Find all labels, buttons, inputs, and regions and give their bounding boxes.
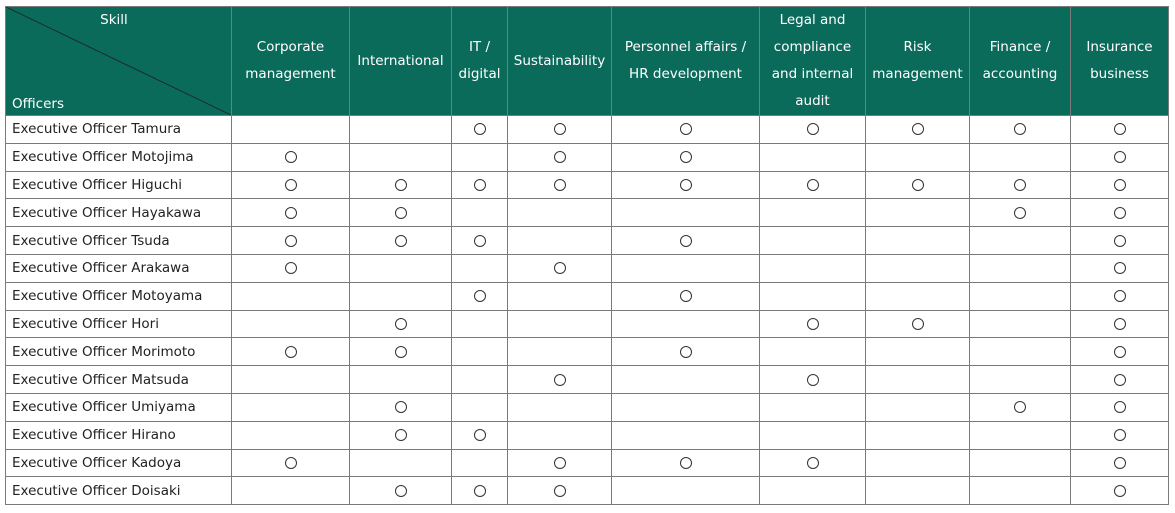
skill-cell	[970, 199, 1071, 227]
circle-mark-icon	[912, 123, 924, 135]
skill-cell	[612, 254, 760, 282]
skill-cell	[612, 310, 760, 338]
table-body	[6, 116, 1169, 505]
skill-cell	[350, 338, 452, 366]
skill-cell	[508, 393, 612, 421]
skill-cell	[866, 282, 970, 310]
skill-column-header	[612, 7, 760, 116]
header-row	[6, 7, 1169, 116]
skill-cell	[452, 143, 508, 171]
officer-name: Executive Officer Umiyama	[6, 393, 232, 421]
skill-cell	[970, 393, 1071, 421]
circle-mark-icon	[474, 235, 486, 247]
corner-header-cell	[6, 7, 232, 116]
circle-mark-icon	[395, 346, 407, 358]
table-row	[6, 393, 1169, 421]
skill-cell	[350, 421, 452, 449]
table-row	[6, 449, 1169, 477]
circle-mark-icon	[912, 318, 924, 330]
skill-cell	[508, 282, 612, 310]
circle-mark-icon	[474, 429, 486, 441]
skill-cell	[612, 199, 760, 227]
skill-header-line: IT /	[468, 39, 491, 55]
officer-name: Executive Officer Matsuda	[6, 366, 232, 394]
skill-cell	[452, 116, 508, 144]
officer-name: Executive Officer Morimoto	[6, 338, 232, 366]
skill-cell	[866, 116, 970, 144]
circle-mark-icon	[395, 207, 407, 219]
table-header	[6, 7, 1169, 116]
skill-cell	[760, 393, 866, 421]
skill-cell	[350, 254, 452, 282]
circle-mark-icon	[395, 429, 407, 441]
skill-cell	[866, 421, 970, 449]
skill-cell	[760, 338, 866, 366]
circle-mark-icon	[1114, 457, 1126, 469]
circle-mark-icon	[554, 374, 566, 386]
skill-cell	[508, 171, 612, 199]
skill-cell	[612, 421, 760, 449]
skill-cell	[350, 310, 452, 338]
skill-cell	[970, 421, 1071, 449]
skill-cell	[866, 338, 970, 366]
skill-cell	[232, 449, 350, 477]
skill-cell	[232, 199, 350, 227]
circle-mark-icon	[1114, 346, 1126, 358]
skill-cell	[508, 310, 612, 338]
skill-cell	[452, 338, 508, 366]
skill-cell	[612, 227, 760, 255]
skill-cell	[1071, 477, 1169, 505]
skill-cell	[866, 143, 970, 171]
skill-cell	[866, 171, 970, 199]
skill-cell	[350, 477, 452, 505]
skill-cell	[508, 143, 612, 171]
officer-name: Executive Officer Hori	[6, 310, 232, 338]
circle-mark-icon	[554, 485, 566, 497]
skill-column-header	[452, 7, 508, 116]
skill-cell	[350, 199, 452, 227]
skill-cell	[760, 449, 866, 477]
skill-column-header	[350, 7, 452, 116]
circle-mark-icon	[554, 151, 566, 163]
circle-mark-icon	[1014, 179, 1026, 191]
skill-cell	[612, 477, 760, 505]
table-row	[6, 143, 1169, 171]
circle-mark-icon	[395, 485, 407, 497]
circle-mark-icon	[1014, 123, 1026, 135]
skill-cell	[970, 310, 1071, 338]
skill-cell	[866, 310, 970, 338]
table-row	[6, 310, 1169, 338]
circle-mark-icon	[395, 401, 407, 413]
skill-column-header	[508, 7, 612, 116]
table-row	[6, 366, 1169, 394]
skills-matrix-table	[5, 6, 1169, 505]
skill-column-header	[970, 7, 1071, 116]
circle-mark-icon	[680, 457, 692, 469]
skill-cell	[612, 143, 760, 171]
circle-mark-icon	[285, 179, 297, 191]
circle-mark-icon	[285, 235, 297, 247]
circle-mark-icon	[807, 179, 819, 191]
skill-cell	[350, 393, 452, 421]
skill-cell	[760, 310, 866, 338]
skill-cell	[350, 227, 452, 255]
skill-cell	[508, 116, 612, 144]
circle-mark-icon	[680, 346, 692, 358]
skill-cell	[866, 254, 970, 282]
table-row	[6, 116, 1169, 144]
skill-cell	[232, 116, 350, 144]
skill-cell	[1071, 421, 1169, 449]
skill-cell	[760, 282, 866, 310]
skill-cell	[508, 227, 612, 255]
skill-cell	[452, 254, 508, 282]
skill-cell	[866, 227, 970, 255]
circle-mark-icon	[474, 123, 486, 135]
circle-mark-icon	[1114, 290, 1126, 302]
skill-header-line: business	[1090, 66, 1149, 82]
circle-mark-icon	[285, 151, 297, 163]
skill-cell	[452, 171, 508, 199]
skill-cell	[232, 421, 350, 449]
skill-cell	[970, 366, 1071, 394]
skill-cell	[760, 254, 866, 282]
circle-mark-icon	[1114, 151, 1126, 163]
skill-column-header	[760, 7, 866, 116]
skill-cell	[970, 477, 1071, 505]
circle-mark-icon	[680, 179, 692, 191]
circle-mark-icon	[1114, 485, 1126, 497]
table-row	[6, 171, 1169, 199]
skill-column-header	[1071, 7, 1169, 116]
skill-cell	[970, 171, 1071, 199]
circle-mark-icon	[680, 123, 692, 135]
circle-mark-icon	[1114, 262, 1126, 274]
skill-cell	[612, 449, 760, 477]
skill-cell	[612, 338, 760, 366]
table-row	[6, 227, 1169, 255]
officer-name: Executive Officer Higuchi	[6, 171, 232, 199]
officer-name: Executive Officer Motojima	[6, 143, 232, 171]
table-row	[6, 254, 1169, 282]
skill-cell	[612, 171, 760, 199]
circle-mark-icon	[554, 123, 566, 135]
skill-cell	[1071, 310, 1169, 338]
officer-name: Executive Officer Motoyama	[6, 282, 232, 310]
skill-cell	[1071, 449, 1169, 477]
skill-cell	[866, 199, 970, 227]
skill-cell	[232, 338, 350, 366]
skill-cell	[452, 421, 508, 449]
skill-column-header	[866, 7, 970, 116]
circle-mark-icon	[680, 151, 692, 163]
skill-header-line: and internal	[771, 66, 854, 82]
skill-cell	[760, 143, 866, 171]
skill-header-line: management	[245, 66, 336, 82]
circle-mark-icon	[912, 179, 924, 191]
skill-cell	[970, 227, 1071, 255]
skill-cell	[612, 116, 760, 144]
circle-mark-icon	[807, 374, 819, 386]
skill-cell	[612, 366, 760, 394]
skill-header-line: HR development	[629, 66, 742, 82]
skill-cell	[232, 282, 350, 310]
circle-mark-icon	[395, 179, 407, 191]
skill-cell	[452, 310, 508, 338]
circle-mark-icon	[807, 318, 819, 330]
officer-name: Executive Officer Kadoya	[6, 449, 232, 477]
skill-cell	[970, 254, 1071, 282]
skill-cell	[350, 449, 452, 477]
skill-cell	[1071, 254, 1169, 282]
skill-header-line: Risk	[903, 39, 932, 55]
circle-mark-icon	[554, 262, 566, 274]
circle-mark-icon	[474, 179, 486, 191]
skill-header-line: Sustainability	[513, 52, 606, 69]
skill-header-line: accounting	[982, 66, 1058, 82]
skill-cell	[1071, 282, 1169, 310]
skill-cell	[970, 116, 1071, 144]
table-row	[6, 199, 1169, 227]
skill-cell	[612, 282, 760, 310]
skill-cell	[612, 393, 760, 421]
table-row	[6, 338, 1169, 366]
skill-cell	[452, 199, 508, 227]
circle-mark-icon	[1114, 123, 1126, 135]
table-row	[6, 421, 1169, 449]
circle-mark-icon	[474, 485, 486, 497]
officers-header-label: Officers	[12, 96, 64, 112]
skill-cell	[970, 143, 1071, 171]
skill-cell	[350, 366, 452, 394]
skill-header-line: compliance	[773, 39, 852, 55]
skill-cell	[232, 143, 350, 171]
skill-header-label: Skill	[100, 12, 128, 28]
skill-cell	[970, 282, 1071, 310]
circle-mark-icon	[395, 318, 407, 330]
skill-cell	[232, 310, 350, 338]
circle-mark-icon	[285, 207, 297, 219]
skill-header-line: audit	[795, 93, 830, 109]
skill-cell	[970, 338, 1071, 366]
skill-cell	[452, 227, 508, 255]
circle-mark-icon	[1114, 179, 1126, 191]
circle-mark-icon	[1114, 429, 1126, 441]
circle-mark-icon	[1114, 374, 1126, 386]
skill-cell	[452, 449, 508, 477]
table-row	[6, 477, 1169, 505]
skill-column-header	[232, 7, 350, 116]
circle-mark-icon	[285, 346, 297, 358]
skill-cell	[508, 199, 612, 227]
circle-mark-icon	[1114, 318, 1126, 330]
skill-cell	[866, 477, 970, 505]
circle-mark-icon	[680, 290, 692, 302]
skill-cell	[508, 421, 612, 449]
skill-cell	[232, 366, 350, 394]
skill-header-line: Insurance	[1086, 39, 1153, 55]
skill-cell	[970, 449, 1071, 477]
skill-cell	[1071, 143, 1169, 171]
skill-cell	[508, 449, 612, 477]
skill-header-line: Legal and	[779, 12, 846, 28]
skill-cell	[508, 338, 612, 366]
skill-cell	[1071, 199, 1169, 227]
skill-cell	[1071, 171, 1169, 199]
circle-mark-icon	[1114, 401, 1126, 413]
skill-cell	[760, 199, 866, 227]
circle-mark-icon	[285, 262, 297, 274]
skill-cell	[760, 477, 866, 505]
skill-cell	[760, 116, 866, 144]
skill-cell	[866, 449, 970, 477]
skill-cell	[760, 366, 866, 394]
circle-mark-icon	[395, 235, 407, 247]
circle-mark-icon	[554, 179, 566, 191]
skill-header-line: International	[357, 52, 444, 69]
skill-header-line: digital	[458, 66, 501, 82]
table-row	[6, 282, 1169, 310]
circle-mark-icon	[554, 457, 566, 469]
skill-cell	[760, 421, 866, 449]
officer-name: Executive Officer Doisaki	[6, 477, 232, 505]
circle-mark-icon	[474, 290, 486, 302]
circle-mark-icon	[680, 235, 692, 247]
circle-mark-icon	[1014, 207, 1026, 219]
skill-cell	[232, 171, 350, 199]
skill-header-line: Personnel affairs /	[624, 39, 747, 55]
circle-mark-icon	[807, 457, 819, 469]
circle-mark-icon	[285, 457, 297, 469]
skill-header-line: Finance /	[989, 39, 1051, 55]
skill-cell	[452, 282, 508, 310]
skill-cell	[232, 254, 350, 282]
skill-cell	[866, 393, 970, 421]
skill-cell	[350, 282, 452, 310]
skill-cell	[232, 393, 350, 421]
skill-cell	[452, 477, 508, 505]
circle-mark-icon	[1014, 401, 1026, 413]
officer-name: Executive Officer Arakawa	[6, 254, 232, 282]
skill-cell	[508, 254, 612, 282]
skill-cell	[452, 393, 508, 421]
officer-name: Executive Officer Tsuda	[6, 227, 232, 255]
skill-cell	[1071, 227, 1169, 255]
skill-cell	[508, 477, 612, 505]
skill-header-line: management	[872, 66, 963, 82]
skill-cell	[1071, 366, 1169, 394]
skill-cell	[1071, 338, 1169, 366]
skill-cell	[760, 171, 866, 199]
circle-mark-icon	[1114, 235, 1126, 247]
skill-cell	[232, 227, 350, 255]
skill-cell	[350, 171, 452, 199]
officer-name: Executive Officer Hayakawa	[6, 199, 232, 227]
skill-cell	[350, 116, 452, 144]
officer-name: Executive Officer Tamura	[6, 116, 232, 144]
skill-cell	[760, 227, 866, 255]
skill-cell	[1071, 393, 1169, 421]
skill-header-line: Corporate	[256, 39, 325, 55]
skill-cell	[232, 477, 350, 505]
skill-cell	[866, 366, 970, 394]
circle-mark-icon	[807, 123, 819, 135]
skill-cell	[452, 366, 508, 394]
skill-cell	[1071, 116, 1169, 144]
officer-name: Executive Officer Hirano	[6, 421, 232, 449]
circle-mark-icon	[1114, 207, 1126, 219]
skill-cell	[350, 143, 452, 171]
skill-cell	[508, 366, 612, 394]
